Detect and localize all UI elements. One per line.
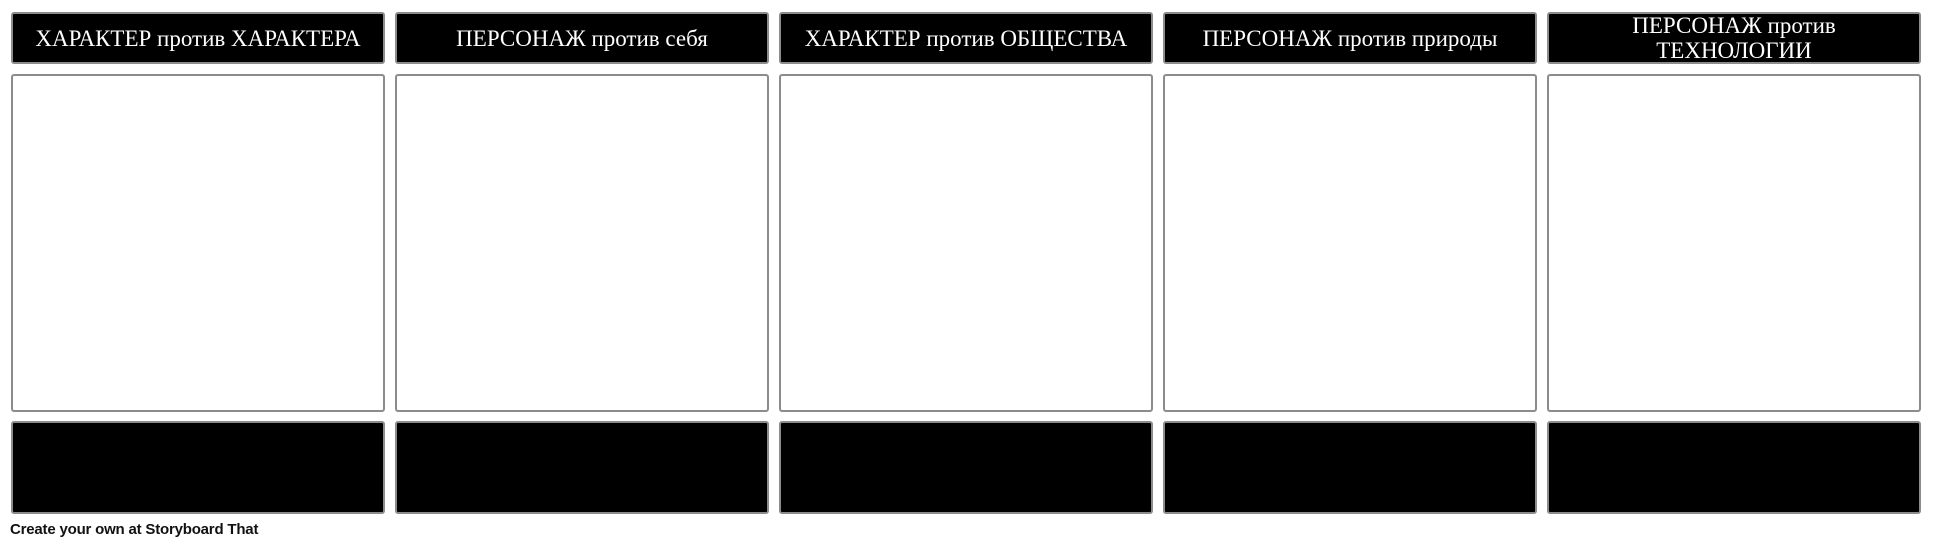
cell-title-4[interactable]: ПЕРСОНАЖ против природы <box>1163 12 1537 64</box>
scene-panel-3[interactable] <box>779 74 1153 412</box>
cell-description-3[interactable] <box>779 421 1153 514</box>
cell-description-1[interactable] <box>11 421 385 514</box>
cell-description-4[interactable] <box>1163 421 1537 514</box>
cell-title-1[interactable]: ХАРАКТЕР против ХАРАКТЕРА <box>11 12 385 64</box>
scene-panel-5[interactable] <box>1547 74 1921 412</box>
scene-panel-4[interactable] <box>1163 74 1537 412</box>
cell-title-2[interactable]: ПЕРСОНАЖ против себя <box>395 12 769 64</box>
scene-panel-1[interactable] <box>11 74 385 412</box>
footer-attribution: Create your own at Storyboard That <box>10 521 259 538</box>
scene-panel-2[interactable] <box>395 74 769 412</box>
cell-title-3[interactable]: ХАРАКТЕР против ОБЩЕСТВА <box>779 12 1153 64</box>
cell-description-2[interactable] <box>395 421 769 514</box>
cell-title-5[interactable]: ПЕРСОНАЖ против ТЕХНОЛОГИИ <box>1547 12 1921 64</box>
cell-description-5[interactable] <box>1547 421 1921 514</box>
